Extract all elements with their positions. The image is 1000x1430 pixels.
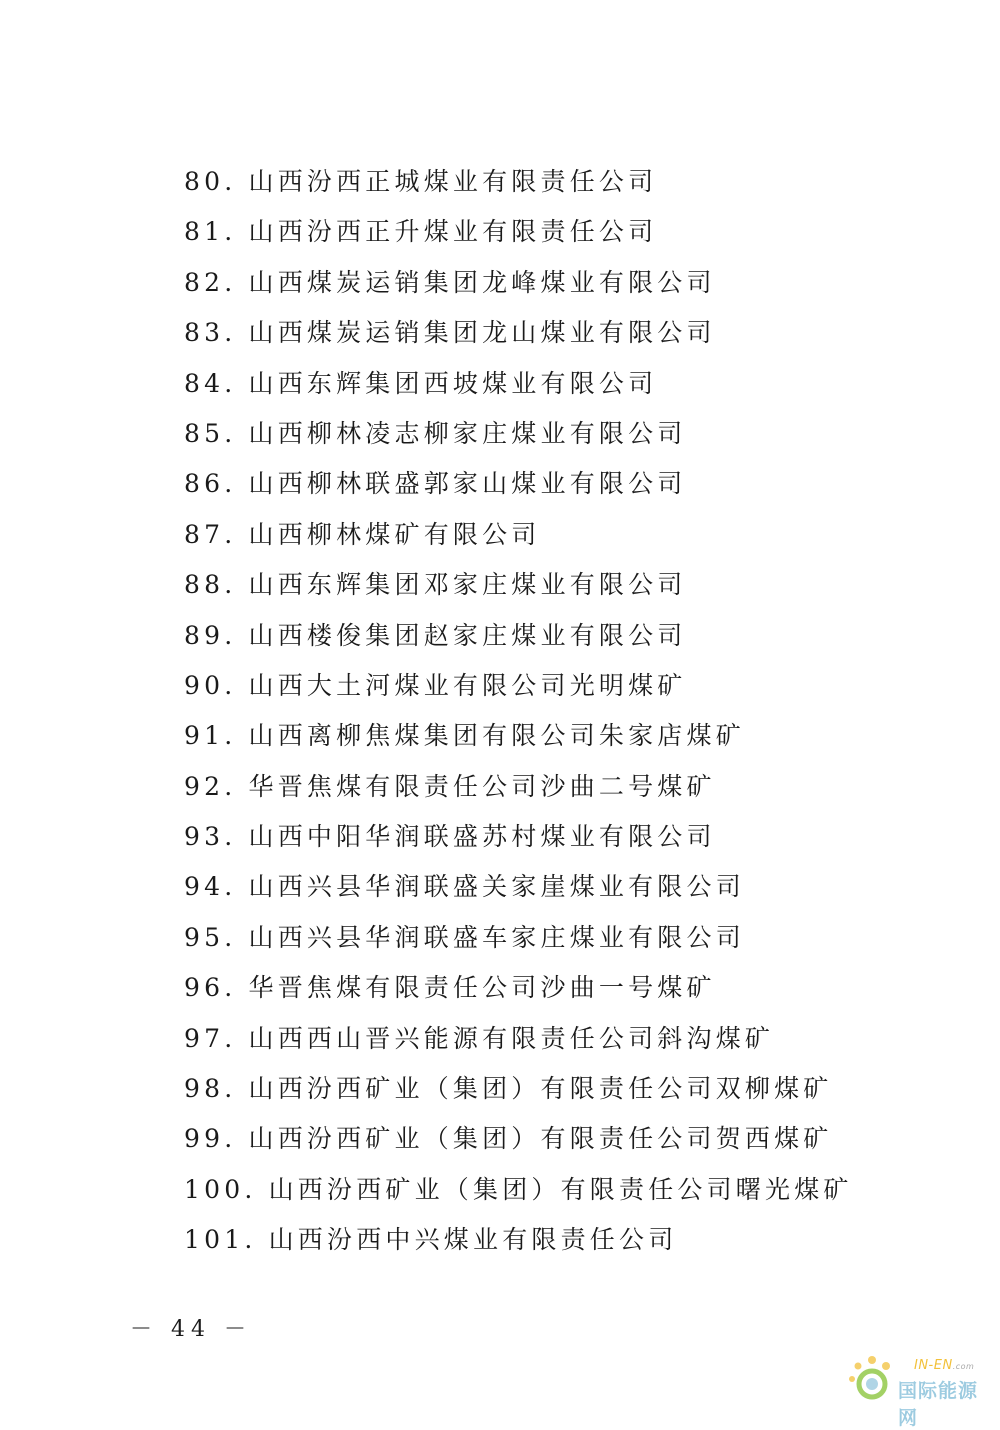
list-item: 92. 华晋焦煤有限责任公司沙曲二号煤矿 [184,771,716,801]
watermark-domain: .com [952,1362,975,1371]
page-number: － 44 － [130,1317,252,1342]
watermark-brand: IN-EN [914,1358,953,1373]
list-item: 90. 山西大土河煤业有限公司光明煤矿 [184,670,687,700]
sun-logo-icon [842,1352,898,1406]
list-item: 99. 山西汾西矿业（集团）有限责任公司贺西煤矿 [184,1124,833,1154]
list-item: 80. 山西汾西正城煤业有限责任公司 [184,167,658,196]
list-item: 82. 山西煤炭运销集团龙峰煤业有限公司 [184,267,716,297]
watermark [842,1352,992,1429]
list-item: 95. 山西兴县华润联盛车家庄煤业有限公司 [184,922,745,952]
company-list [184,160,853,1269]
list-item: 86. 山西柳林联盛郭家山煤业有限公司 [184,469,687,499]
list-item: 97. 山西西山晋兴能源有限责任公司斜沟煤矿 [184,1023,775,1053]
list-item: 83. 山西煤炭运销集团龙山煤业有限公司 [184,318,716,348]
list-item: 91. 山西离柳焦煤集团有限公司朱家店煤矿 [184,721,745,751]
list-item: 89. 山西楼俊集团赵家庄煤业有限公司 [184,620,687,650]
list-item: 98. 山西汾西矿业（集团）有限责任公司双柳煤矿 [184,1074,833,1104]
list-item: 87. 山西柳林煤矿有限公司 [184,519,541,549]
list-item: 100. 山西汾西矿业（集团）有限责任公司曙光煤矿 [184,1174,853,1204]
list-item: 93. 山西中阳华润联盛苏村煤业有限公司 [184,822,716,852]
list-item: 94. 山西兴县华润联盛关家崖煤业有限公司 [184,872,745,902]
watermark-name: 国际能源网 [898,1380,979,1429]
list-item: 96. 华晋焦煤有限责任公司沙曲一号煤矿 [184,973,716,1003]
list-item: 101. 山西汾西中兴煤业有限责任公司 [184,1225,678,1255]
list-item: 84. 山西东辉集团西坡煤业有限公司 [184,368,658,398]
list-item: 88. 山西东辉集团邓家庄煤业有限公司 [184,570,687,600]
list-item: 81. 山西汾西正升煤业有限责任公司 [184,217,658,247]
list-item: 85. 山西柳林凌志柳家庄煤业有限公司 [184,418,687,448]
